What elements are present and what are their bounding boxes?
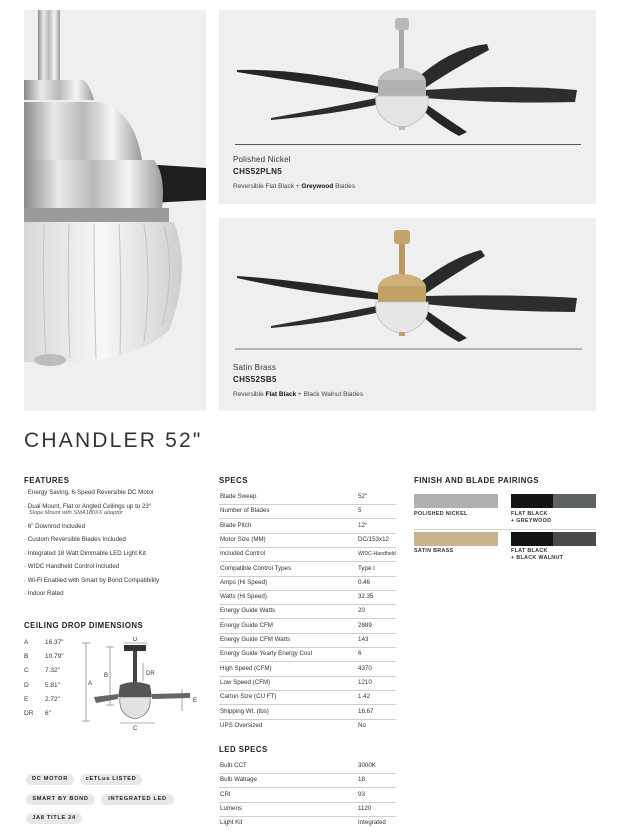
swatch-flat-black [511,532,553,546]
led-spec-row: Bulb CCT 3000K [219,759,396,774]
swatch-flat-black [511,494,553,508]
swatch-greywood [553,494,596,508]
swatch-label: FLAT BLACK + GREYWOOD [511,511,552,524]
product-title: CHANDLER 52" [24,429,203,452]
feature-item: · Custom Reversible Blades Included [24,536,126,543]
swatch-label: SATIN BRASS [414,548,454,554]
fan-nickel-illustration [219,10,596,150]
badge-integrated-led: INTEGRATED LED [101,794,174,805]
fan-brass-illustration [219,218,596,356]
specs-heading: SPECS [219,476,248,485]
spec-row: Energy Guide CFM Watts 143 [219,633,396,648]
label-d: D [133,637,138,643]
feature-item: · Wi-Fi Enabled with Smart by Bond Compatibility [24,576,160,584]
swatch-label: POLISHED NICKEL [414,511,468,517]
finish-pairings-heading: FINISH AND BLADE PAIRINGS [414,476,540,485]
feature-item: · Integrated 18 Watt Dimmable LED Light Kit [24,549,146,557]
label-a: A [88,681,93,687]
led-spec-row: Bulb Wattage 18 [219,773,396,788]
spec-row: UPS Oversized No [220,721,366,729]
spec-row: Blade Sweep 52" [219,490,396,505]
fan-closeup-illustration [24,10,206,411]
dimension-row: DR 6" [24,709,51,717]
drop-dimensions-heading: CEILING DROP DIMENSIONS [24,621,144,630]
badge-cetl-listed: cETLus LISTED [80,774,142,785]
spec-row: Energy Guide Watts 20 [219,604,396,619]
spec-row: Shipping Wt. (lbs) 16.67 [219,705,396,720]
spec-row: Included Control WIDC-Handheld [219,547,396,562]
closeup-image-panel [24,10,206,411]
led-spec-row: Light Kit Integrated [220,819,386,827]
label-e: E [193,698,198,704]
swatch-polished-nickel [414,494,498,508]
dimension-row: A 16.37" [24,639,64,646]
label-b: B [104,673,109,679]
badge-ja8-title-24: JA8 TITLE 24 [26,813,82,824]
swatch-satin-brass [414,532,498,546]
label-c: C [133,726,138,731]
blade-description: Reversible Flat Black + Greywood Blades [233,183,355,190]
drop-dimensions-table [24,639,74,724]
led-specs-heading: LED SPECS [219,745,268,754]
spec-row: Amps (Hi Speed) 0.46 [219,576,396,591]
swatch-black-walnut [553,532,596,546]
led-spec-row: Lumens 1120 [219,802,396,817]
blade-description: Reversible Flat Black + Black Walnut Blades [233,391,364,398]
badge-dc-motor: DC MOTOR [26,774,74,785]
spec-row: Energy Guide Yearly Energy Cost 6 [219,647,396,662]
model-number: CHS52PLN5 [233,167,282,176]
product-panel-brass [219,218,596,411]
dimension-diagram [80,637,200,731]
spec-row: Carton Size (CU FT) 1.42 [219,690,396,705]
model-number: CHS52SB5 [233,375,277,384]
dimension-row: B 10.79" [24,653,64,661]
feature-item: · Dual Mount, Flat or Angled Ceilings up to 23° Slope Mount with SMA180XX adaptor [24,502,152,517]
dimension-row: D 5.81" [24,681,60,689]
feature-item: · WIDC Handheld Control Included [24,563,120,570]
features-list [24,490,214,605]
dimension-row: E 2.72" [24,695,60,703]
spec-row: Watts (Hi Speed) 32.35 [219,590,396,605]
feature-item: · 6" Downrod Included [24,522,86,530]
spec-row: Number of Blades 5 [219,504,396,519]
led-spec-row: CRI 93 [219,788,396,803]
dimension-row: C 7.32" [24,667,60,675]
product-panel-nickel [219,10,596,204]
label-dr: DR [146,671,155,677]
finish-name: Satin Brass [233,363,277,372]
swatch-divider [414,529,596,530]
feature-item: · Indoor Rated [24,590,64,597]
spec-row: Motor Size (MM) DC/153x12 [219,533,396,548]
spec-row: Blade Pitch 12° [219,519,396,534]
swatch-label: FLAT BLACK + BLACK WALNUT [511,548,564,561]
finish-name: Polished Nickel [233,155,291,164]
spec-row: Low Speed (CFM) 1210 [219,676,396,691]
feature-item: · Energy Saving, 6-Speed Reversible DC Motor [24,489,154,496]
panel-divider-nickel [235,144,581,145]
spec-row: Energy Guide CFM 2889 [219,619,396,634]
badge-smart-by-bond: SMART BY BOND [26,794,95,805]
features-heading: FEATURES [24,476,70,485]
spec-row: Compatible Control Types Type I [219,562,396,577]
spec-row: High Speed (CFM) 4370 [219,662,396,677]
